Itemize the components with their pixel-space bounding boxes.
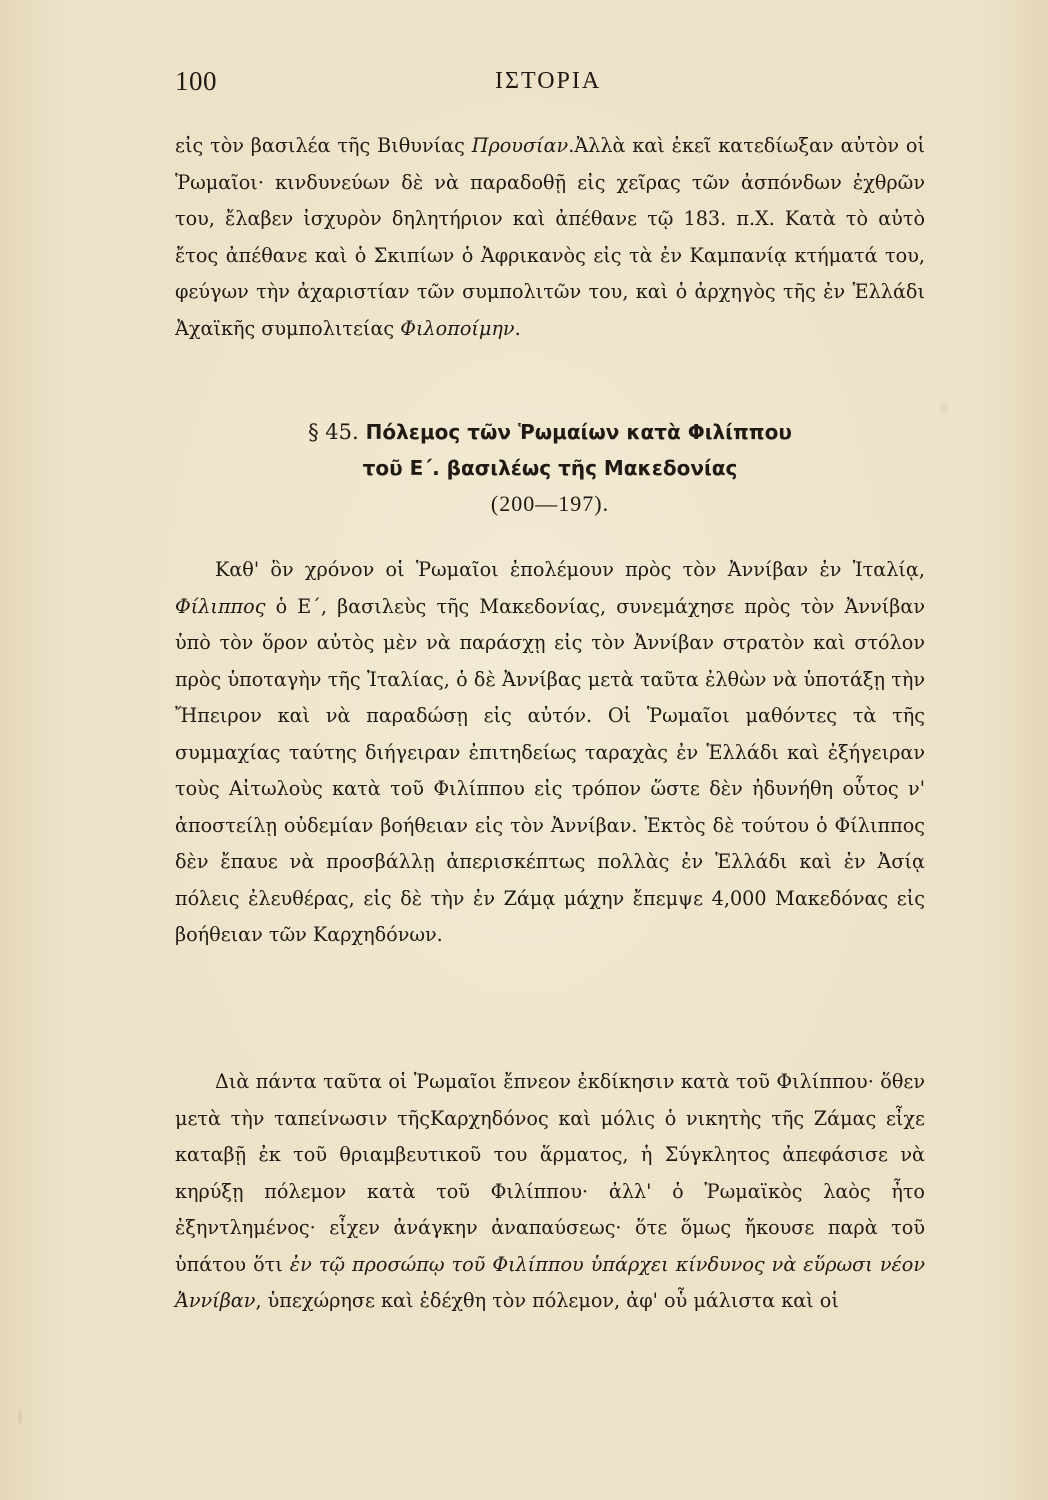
running-header xyxy=(175,66,923,106)
paragraph-1 xyxy=(175,128,925,347)
section-title-text-1: Πόλεμος τῶν Ῥωμαίων κατὰ Φιλίππου xyxy=(365,420,792,444)
name-philip: Φίλιππος xyxy=(175,594,266,618)
paragraph-3-text-a: Διὰ πάντα ταῦτα οἱ Ῥωμαῖοι ἔπνεον ἐκδίκησιν κατὰ τοῦ Φιλίππου· ὅθεν μετὰ τὴν ταπείνωσιν τῆςΚαρχηδόνος καὶ μόλις ὁ νικητὴς τῆς Ζάμας εἶχε καταβῇ ἐκ τοῦ θριαμβευτικοῦ του ἅρματος, ἡ Σύγκλητος ἀπεφάσισε νὰ κηρύξῃ πόλεμον κατὰ τοῦ Φιλίππου· ἀλλ' ὁ Ῥωμαϊκὸς λαὸς ἦτο ἐξηντλημένος· εἶχεν ἀνάγκην ἀναπαύσεως· ὅτε ὅμως ἤκουσε παρὰ τοῦ ὑπάτου ὅτι xyxy=(175,1070,925,1276)
paragraph-2-text-a: Καθ' ὃν χρόνον οἱ Ῥωμαῖοι ἐπολέμουν πρὸς τὸν Ἀννίβαν ἐν Ἰταλίᾳ, xyxy=(215,558,925,581)
paragraph-3 xyxy=(175,1064,925,1320)
section-title-line-2: τοῦ Ε΄. βασιλέως τῆς Μακεδονίας xyxy=(362,456,738,480)
paragraph-1-text-b: .Ἀλλὰ καὶ ἐκεῖ κατεδίωξαν αὐτὸν οἱ Ῥωμαῖοι· κινδυνεύων δὲ νὰ παραδοθῇ εἰς χεῖρας τῶν ἀσπόνδων ἐχθρῶν του, ἔλαβεν ἰσχυρὸν δηλητήριον καὶ ἀπέθανε τῷ 183. π.Χ. Κατὰ τὸ αὐτὸ ἔτος ἀπέθανε καὶ ὁ Σκιπίων ὁ Ἀφρικανὸς εἰς τὰ ἐν Καμπανίᾳ κτήματά του, φεύγων τὴν ἀχαριστίαν τῶν συμπολιτῶν του, καὶ ὁ ἀρχηγὸς τῆς ἐν Ἑλλάδι Ἀχαϊκῆς συμπολιτείας xyxy=(175,134,925,340)
paper-stain xyxy=(18,1410,22,1424)
section-title-line-1 xyxy=(175,414,925,450)
page-number: 100 xyxy=(175,66,217,96)
section-heading xyxy=(175,414,925,522)
section-number: § 45. xyxy=(308,420,359,444)
running-title: ΙΣΤΟΡΙΑ xyxy=(495,68,602,94)
name-philopoemen: Φιλοποίμην xyxy=(400,316,515,340)
paragraph-3-text-b: , ὑπεχώρησε καὶ ἐδέχθη τὸν πόλεμον, ἀφ' οὗ μάλιστα καὶ οἱ xyxy=(255,1289,839,1312)
paragraph-2 xyxy=(175,552,925,954)
section-dates: (200—197). xyxy=(490,491,610,516)
paragraph-1-text-a: εἰς τὸν βασιλέα τῆς Βιθυνίας xyxy=(175,134,472,157)
paper-stain xyxy=(940,404,948,412)
paragraph-2-text-b: ὁ Ε΄, βασιλεὺς τῆς Μακεδονίας, συνεμάχησε πρὸς τὸν Ἀννίβαν ὑπὸ τὸν ὅρον αὐτὸς μὲν νὰ παράσχῃ εἰς τὸν Ἀννίβαν στρατὸν καὶ στόλον πρὸς ὑποταγὴν τῆς Ἰταλίας, ὁ δὲ Ἀννίβας μετὰ ταῦτα ἐλθὼν νὰ ὑποτάξῃ τὴν Ἤπειρον καὶ νὰ παραδώσῃ εἰς αὐτόν. Οἱ Ῥωμαῖοι μαθόντες τὰ τῆς συμμαχίας ταύτης διήγειραν ἐπιτηδείως ταραχὰς ἐν Ἑλλάδι καὶ ἐξήγειραν τοὺς Αἰτωλοὺς κατὰ τοῦ Φιλίππου εἰς τρόπον ὥστε δὲν ἠδυνήθη οὗτος ν' ἀποστείλῃ οὐδεμίαν βοήθειαν εἰς τὸν Ἀννίβαν. Ἐκτὸς δὲ τούτου ὁ Φίλιππος δὲν ἔπαυε νὰ προσβάλλῃ ἀπερισκέπτως πολλὰς ἐν Ἑλλάδι καὶ ἐν Ἀσίᾳ πόλεις ἐλευθέρας, εἰς δὲ τὴν ἐν Ζάμᾳ μάχην ἔπεμψε 4,000 Μακεδόνας εἰς βοήθειαν τῶν Καρχηδόνων. xyxy=(175,594,925,946)
consul-quote: ἐν τῷ προσώπῳ τοῦ Φιλίππου ὑπάρχει κίνδυνος νὰ εὕρωσι νέον Ἀννίβαν xyxy=(175,1252,925,1312)
name-prusias: Προυσίαν xyxy=(471,134,569,157)
paragraph-1-text-c: . xyxy=(514,316,521,340)
